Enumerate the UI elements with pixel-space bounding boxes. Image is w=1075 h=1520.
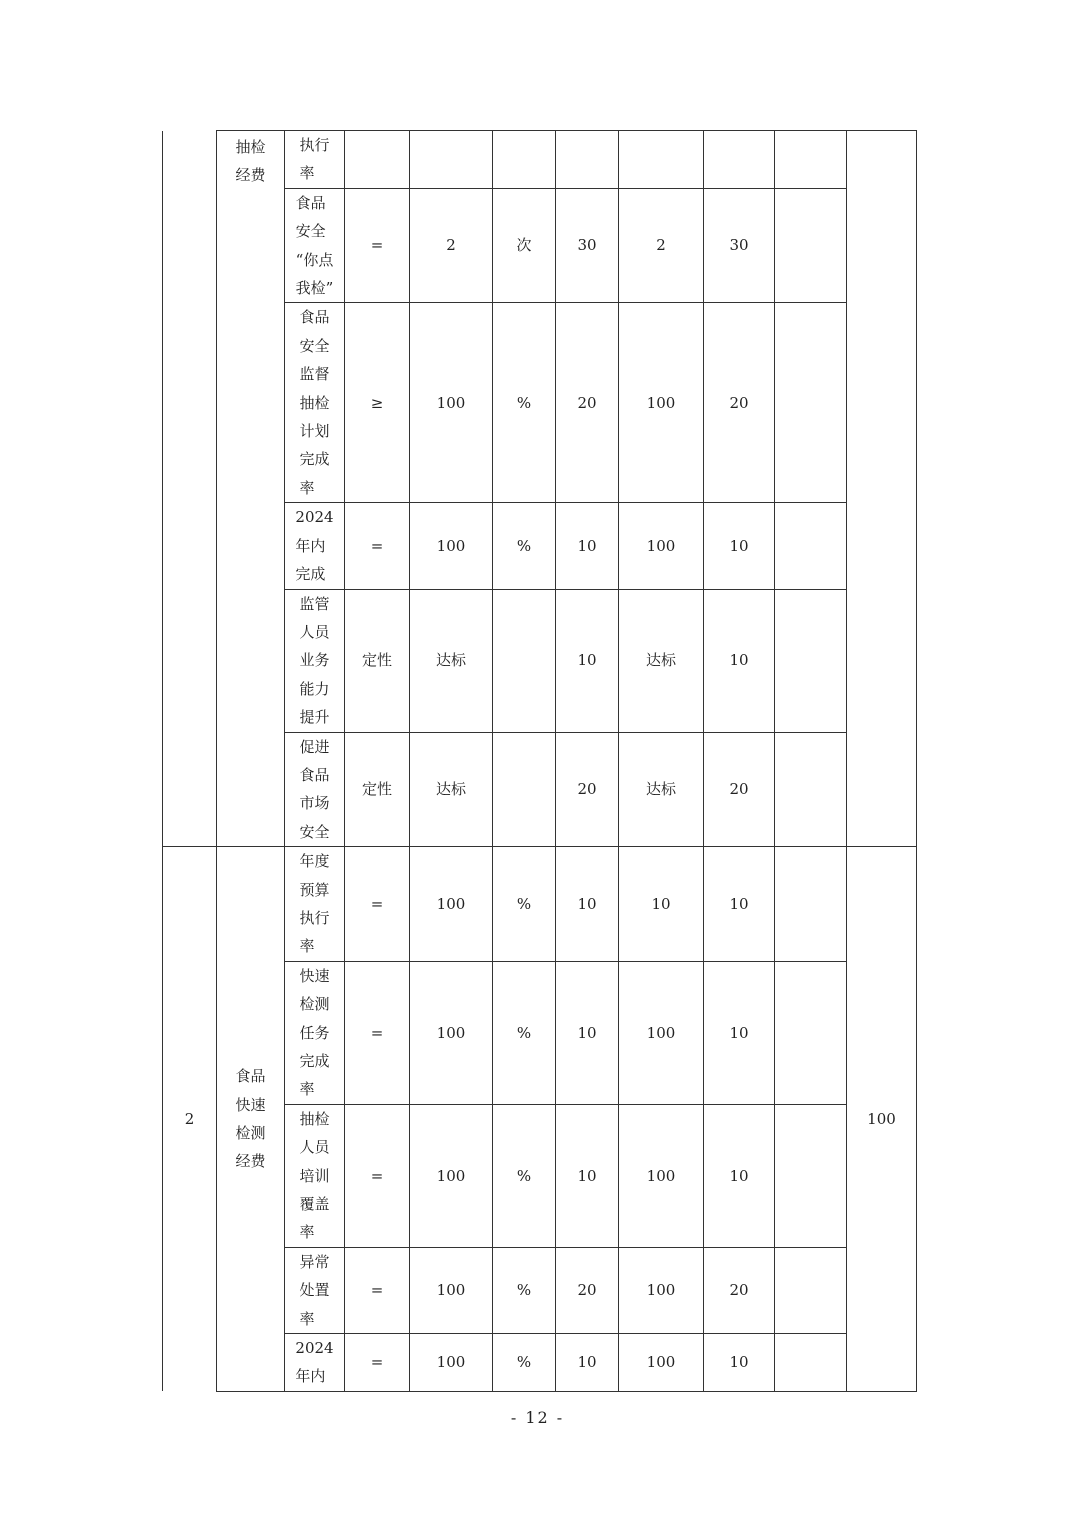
actual-cell	[619, 188, 704, 303]
indicator-cell-text: 食品 安全 “你点 我检”	[295, 193, 334, 298]
unit-cell	[493, 303, 556, 503]
performance-table	[162, 130, 917, 1392]
target-cell-text: 达标	[435, 651, 466, 670]
score-cell	[704, 1104, 775, 1247]
actual-cell-text: 100	[646, 393, 676, 412]
target-cell	[410, 1247, 493, 1333]
unit-cell-text: 次	[516, 236, 532, 255]
score-cell-text: 10	[729, 651, 749, 670]
seq-cell-text: 2	[184, 1110, 195, 1129]
indicator-cell	[285, 503, 345, 589]
score-cell	[704, 303, 775, 503]
note-cell	[775, 847, 847, 962]
actual-cell	[619, 589, 704, 732]
op-cell	[345, 847, 410, 962]
target-cell-text: 2	[446, 236, 456, 255]
weight-cell	[556, 131, 619, 189]
weight-cell-text: 10	[577, 651, 597, 670]
note-cell	[775, 1104, 847, 1247]
total-score-cell-text: 100	[867, 1109, 896, 1128]
op-cell-text: =	[370, 536, 384, 555]
note-cell	[775, 1247, 847, 1333]
op-cell	[345, 732, 410, 847]
op-cell	[345, 503, 410, 589]
weight-cell-text: 10	[577, 1166, 597, 1185]
unit-cell	[493, 1334, 556, 1392]
actual-cell	[619, 732, 704, 847]
weight-cell	[556, 1104, 619, 1247]
score-cell	[704, 589, 775, 732]
op-cell	[345, 188, 410, 303]
indicator-cell	[285, 589, 345, 732]
op-cell	[345, 961, 410, 1104]
total-score-cell	[847, 847, 917, 1392]
actual-cell-text: 达标	[645, 780, 676, 799]
indicator-cell	[285, 131, 345, 189]
total-score-cell	[847, 131, 917, 847]
unit-cell	[493, 589, 556, 732]
score-cell-text: 10	[729, 1353, 749, 1372]
indicator-cell-text: 2024 年内 完成	[295, 508, 334, 584]
weight-cell-text: 20	[577, 1281, 597, 1300]
indicator-cell	[285, 303, 345, 503]
weight-cell	[556, 732, 619, 847]
indicator-cell	[285, 1334, 345, 1392]
target-cell-text: 100	[436, 1353, 466, 1372]
unit-cell	[493, 1104, 556, 1247]
score-cell-text: 10	[729, 894, 749, 913]
unit-cell-text: %	[516, 393, 532, 412]
weight-cell-text: 10	[577, 1023, 597, 1042]
op-cell	[345, 589, 410, 732]
indicator-cell	[285, 1247, 345, 1333]
indicator-cell-text: 执行 率	[299, 136, 330, 183]
score-cell	[704, 188, 775, 303]
score-cell	[704, 131, 775, 189]
unit-cell-text: %	[516, 1023, 532, 1042]
table-row	[163, 131, 917, 189]
unit-cell-text: %	[516, 1281, 532, 1300]
score-cell	[704, 961, 775, 1104]
op-cell-text: =	[370, 1281, 384, 1300]
target-cell	[410, 732, 493, 847]
page-number: - 12 -	[510, 1408, 565, 1427]
op-cell-text: 定性	[361, 651, 392, 670]
actual-cell-text: 达标	[645, 651, 676, 670]
note-cell	[775, 503, 847, 589]
unit-cell	[493, 732, 556, 847]
target-cell-text: 100	[436, 1023, 466, 1042]
actual-cell-text: 100	[646, 536, 676, 555]
actual-cell-text: 2	[656, 236, 666, 255]
weight-cell	[556, 303, 619, 503]
note-cell	[775, 732, 847, 847]
unit-cell	[493, 1247, 556, 1333]
score-cell-text: 10	[729, 1023, 749, 1042]
op-cell-text: =	[370, 1166, 384, 1185]
actual-cell-text: 100	[646, 1166, 676, 1185]
weight-cell	[556, 961, 619, 1104]
score-cell-text: 20	[729, 1281, 749, 1300]
score-cell-text: 20	[729, 780, 749, 799]
weight-cell-text: 10	[577, 894, 597, 913]
note-cell	[775, 303, 847, 503]
target-cell	[410, 847, 493, 962]
note-cell	[775, 961, 847, 1104]
item-name-cell	[217, 131, 285, 847]
unit-cell-text: %	[516, 1353, 532, 1372]
score-cell	[704, 732, 775, 847]
weight-cell-text: 30	[577, 236, 597, 255]
weight-cell-text: 20	[577, 393, 597, 412]
weight-cell	[556, 589, 619, 732]
indicator-cell-text: 监管 人员 业务 能力 提升	[299, 594, 330, 727]
score-cell	[704, 503, 775, 589]
unit-cell-text: %	[516, 1166, 532, 1185]
target-cell	[410, 589, 493, 732]
unit-cell	[493, 188, 556, 303]
actual-cell	[619, 131, 704, 189]
note-cell	[775, 589, 847, 732]
unit-cell	[493, 503, 556, 589]
weight-cell-text: 10	[577, 536, 597, 555]
weight-cell	[556, 1247, 619, 1333]
score-cell-text: 10	[729, 1166, 749, 1185]
actual-cell	[619, 503, 704, 589]
actual-cell	[619, 303, 704, 503]
weight-cell-text: 20	[577, 780, 597, 799]
op-cell-text: =	[370, 894, 384, 913]
target-cell-text: 达标	[435, 780, 466, 799]
indicator-cell	[285, 1104, 345, 1247]
weight-cell	[556, 847, 619, 962]
actual-cell	[619, 1104, 704, 1247]
op-cell-text: ≥	[370, 393, 384, 412]
score-cell	[704, 1247, 775, 1333]
score-cell	[704, 847, 775, 962]
weight-cell	[556, 188, 619, 303]
actual-cell	[619, 1247, 704, 1333]
indicator-cell-text: 年度 预算 执行 率	[299, 852, 330, 956]
seq-cell	[163, 131, 217, 847]
op-cell	[345, 303, 410, 503]
weight-cell	[556, 503, 619, 589]
op-cell	[345, 1334, 410, 1392]
target-cell	[410, 1334, 493, 1392]
indicator-cell-text: 抽检 人员 培训 覆盖 率	[299, 1109, 330, 1242]
seq-cell	[163, 847, 217, 1392]
actual-cell-text: 10	[651, 894, 671, 913]
target-cell-text: 100	[436, 1166, 466, 1185]
target-cell	[410, 503, 493, 589]
actual-cell	[619, 961, 704, 1104]
actual-cell-text: 100	[646, 1281, 676, 1300]
item-name-cell-text: 食品 快速 检测 经费	[235, 1067, 266, 1171]
target-cell	[410, 303, 493, 503]
unit-cell	[493, 131, 556, 189]
indicator-cell-text: 促进 食品 市场 安全	[299, 737, 330, 841]
weight-cell	[556, 1334, 619, 1392]
target-cell	[410, 961, 493, 1104]
score-cell-text: 10	[729, 536, 749, 555]
indicator-cell	[285, 961, 345, 1104]
indicator-cell	[285, 732, 345, 847]
target-cell	[410, 131, 493, 189]
note-cell	[775, 1334, 847, 1392]
op-cell	[345, 131, 410, 189]
score-cell-text: 20	[729, 393, 749, 412]
score-cell-text: 30	[729, 236, 749, 255]
op-cell-text: =	[370, 236, 384, 255]
note-cell	[775, 188, 847, 303]
target-cell	[410, 188, 493, 303]
target-cell-text: 100	[436, 894, 466, 913]
indicator-cell-text: 异常 处置 率	[299, 1252, 330, 1328]
actual-cell	[619, 847, 704, 962]
actual-cell	[619, 1334, 704, 1392]
op-cell-text: =	[370, 1023, 384, 1042]
unit-cell-text: %	[516, 894, 532, 913]
target-cell-text: 100	[436, 393, 466, 412]
actual-cell-text: 100	[646, 1023, 676, 1042]
target-cell-text: 100	[436, 1281, 466, 1300]
unit-cell	[493, 961, 556, 1104]
unit-cell-text: %	[516, 536, 532, 555]
indicator-cell	[285, 847, 345, 962]
unit-cell	[493, 847, 556, 962]
item-name-cell-text: 抽检 经费	[235, 138, 266, 185]
indicator-cell-text: 食品 安全 监督 抽检 计划 完成 率	[299, 308, 330, 497]
op-cell	[345, 1104, 410, 1247]
score-cell	[704, 1334, 775, 1392]
actual-cell-text: 100	[646, 1353, 676, 1372]
op-cell-text: =	[370, 1353, 384, 1372]
indicator-cell-text: 2024 年内	[295, 1339, 334, 1386]
item-name-cell	[217, 847, 285, 1392]
indicator-cell	[285, 188, 345, 303]
table-row	[163, 847, 917, 962]
op-cell-text: 定性	[361, 780, 392, 799]
op-cell	[345, 1247, 410, 1333]
indicator-cell-text: 快速 检测 任务 完成 率	[299, 966, 330, 1099]
target-cell-text: 100	[436, 536, 466, 555]
note-cell	[775, 131, 847, 189]
weight-cell-text: 10	[577, 1353, 597, 1372]
target-cell	[410, 1104, 493, 1247]
